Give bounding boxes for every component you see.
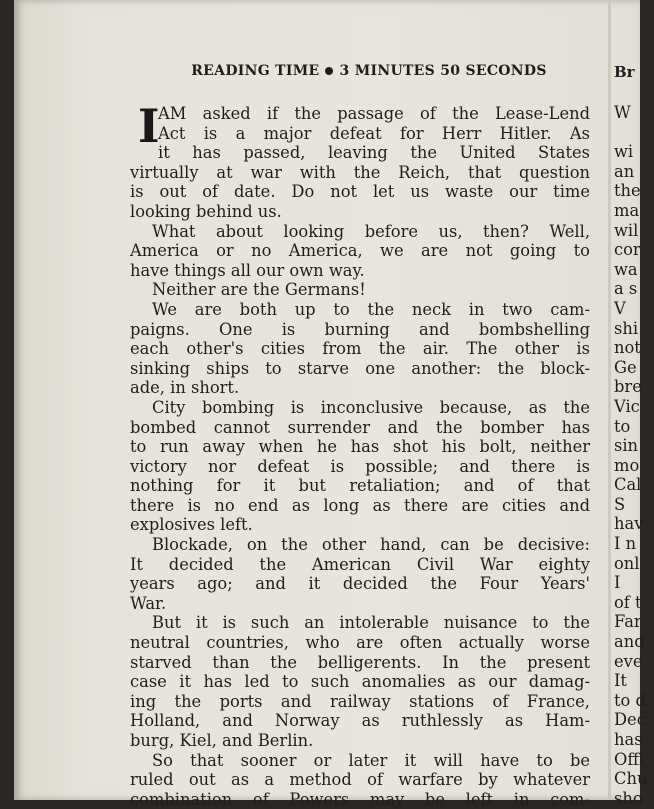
adjacent-column-fragment <box>614 63 654 808</box>
text-line: War. <box>130 593 167 613</box>
column-gutter <box>608 0 611 800</box>
text-line: explosives left. <box>130 515 253 535</box>
fragment-line: to d <box>614 690 646 710</box>
fragment-line: bre <box>614 377 642 397</box>
fragment-line: Chu <box>614 769 648 789</box>
reading-time-value: 3 MINUTES 50 SECONDS <box>339 63 547 79</box>
bullet-icon <box>325 67 333 75</box>
fragment-line: V <box>614 298 626 318</box>
fragment-line: not <box>614 338 641 358</box>
text-line: is out of date. Do not let us waste our time <box>130 182 590 202</box>
text-line: to run away when he has shot his bolt, neither <box>130 437 590 457</box>
fragment-line: and <box>614 632 645 652</box>
fragment-line: a s <box>614 279 638 299</box>
fragment-line: ma <box>614 200 640 220</box>
fragment-line: cor <box>614 240 641 260</box>
fragment-line: S <box>614 494 626 514</box>
text-line: What about looking before us, then? Well, <box>152 221 590 241</box>
text-line: So that sooner or later it will have to be <box>152 750 590 770</box>
text-line: Neither are the Germans! <box>152 280 366 300</box>
text-line: virtually at war with the Reich, that question <box>130 162 590 182</box>
fragment-line: Ge <box>614 357 637 377</box>
text-line: Blockade, on the other hand, can be decisive: <box>152 535 590 555</box>
text-line: each other's cities from the air. The other is <box>130 339 590 359</box>
text-line: ing the ports and railway stations of France, <box>130 691 590 711</box>
fragment-line: Offi <box>614 749 645 769</box>
fragment-line: Far <box>614 612 642 632</box>
text-line: It decided the American Civil War eighty <box>130 554 590 574</box>
fragment-line: wi <box>614 142 634 162</box>
fragment-line: I n <box>614 534 637 554</box>
fragment-line: sin <box>614 436 639 456</box>
fragment-line: sho <box>614 788 643 808</box>
fragment-line: Vic <box>614 396 640 416</box>
first-paragraph <box>130 99 590 163</box>
fragment-line: I <box>614 573 621 593</box>
fragment-line <box>614 123 654 143</box>
text-line: sinking ships to starve one another: the block- <box>130 358 590 378</box>
fragment-line: It <box>614 671 627 691</box>
fragment-line: onl <box>614 553 640 573</box>
fragment-line: W <box>614 103 631 122</box>
text-line: burg, Kiel, and Berlin. <box>130 731 314 750</box>
fragment-line: of t <box>614 592 642 612</box>
text-line: We are both up to the neck in two cam- <box>152 299 590 319</box>
text-line: looking behind us. <box>130 201 282 221</box>
fragment-line: mo <box>614 455 640 475</box>
fragment-line: shi <box>614 318 639 338</box>
fragment-line: has <box>614 730 643 749</box>
text-line: it has passed, leaving the United States <box>158 143 590 163</box>
text-line: ruled out as a method of warfare by whatever <box>130 770 590 790</box>
text-line: Holland, and Norway as ruthlessly as Ham- <box>130 711 590 731</box>
text-line: case it has led to such anomalies as our damag- <box>130 672 590 692</box>
text-line: America or no America, we are not going to <box>130 241 590 261</box>
fragment-line: eve <box>614 651 643 671</box>
text-line: ade, in short. <box>130 378 240 398</box>
fragment-line: hav <box>614 514 644 534</box>
text-line: neutral countries, who are often actually worse <box>130 633 590 653</box>
text-line: there is no end as long as there are cities and <box>130 495 590 515</box>
fragment-line: wil <box>614 220 639 240</box>
reading-time-header <box>174 63 564 79</box>
text-line: combination of Powers may be left in com- <box>130 789 590 809</box>
text-line: starved than the belligerents. In the present <box>130 652 590 672</box>
fragment-line: wa <box>614 259 638 279</box>
fragment-line: Cal <box>614 475 642 495</box>
article-column <box>130 99 590 809</box>
text-line: City bombing is inconclusive because, as the <box>152 397 590 417</box>
newspaper-page <box>14 0 648 809</box>
text-line: AM asked if the passage of the Lease-Lend <box>158 104 590 123</box>
text-line: years ago; and it decided the Four Years' <box>130 574 590 594</box>
text-line: But it is such an intolerable nuisance to the <box>152 613 590 633</box>
fragment-line: an <box>614 161 635 181</box>
drop-cap: I <box>138 99 160 153</box>
text-line: victory nor defeat is possible; and there is <box>130 456 590 476</box>
adjacent-column-head: Br <box>614 63 635 81</box>
text-line: bombed cannot surrender and the bomber has <box>130 417 590 437</box>
fragment-line: the <box>614 181 641 201</box>
text-line: have things all our own way. <box>130 260 365 280</box>
text-line: Act is a major defeat for Herr Hitler. As <box>158 123 590 143</box>
text-line: nothing for it but retaliation; and of that <box>130 476 590 496</box>
fragment-line: to <box>614 416 631 436</box>
text-line: paigns. One is burning and bombshelling <box>130 319 590 339</box>
reading-time-label: READING TIME <box>191 63 320 79</box>
fragment-line: Dec <box>614 710 646 730</box>
